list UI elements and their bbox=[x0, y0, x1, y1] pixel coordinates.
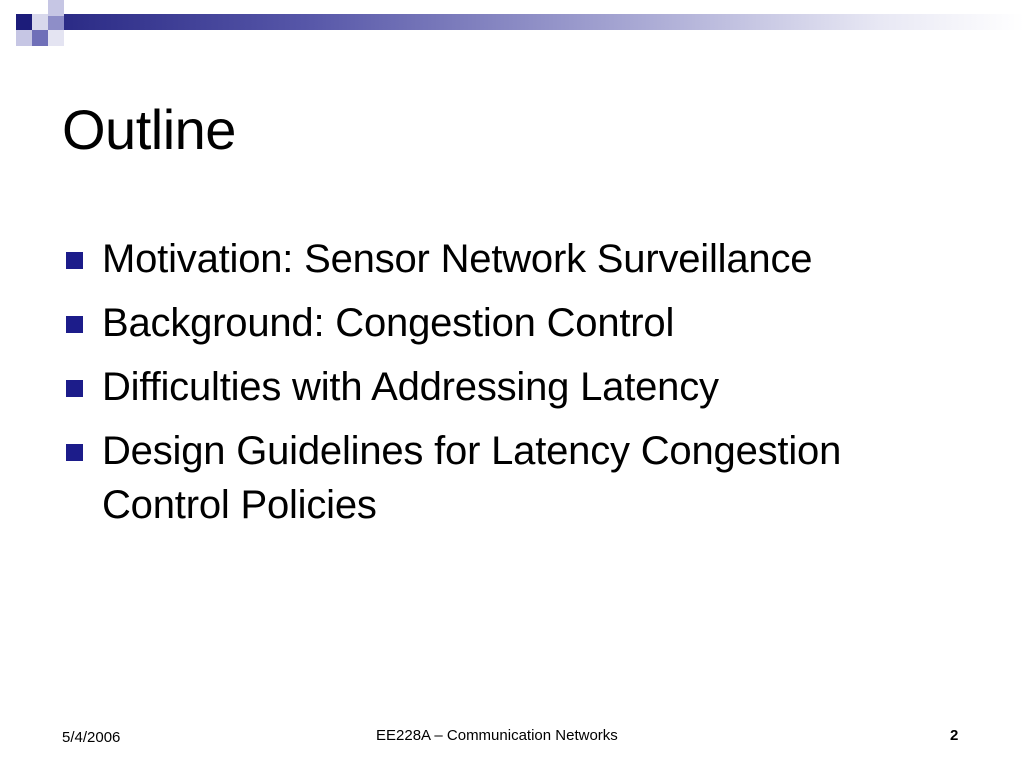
bullet-text: Design Guidelines for Latency Congestion Control Policies bbox=[102, 429, 842, 527]
footer-course-title: EE228A – Communication Networks bbox=[376, 727, 618, 744]
bullet-list bbox=[64, 232, 964, 542]
footer-date: 5/4/2006 bbox=[62, 729, 121, 746]
bullet-item bbox=[64, 296, 964, 350]
header-decoration bbox=[0, 0, 1024, 46]
decor-square bbox=[48, 30, 64, 46]
bullet-item bbox=[64, 232, 964, 286]
square-bullet-icon bbox=[66, 252, 83, 269]
bullet-text: Motivation: Sensor Network Surveillance bbox=[102, 237, 813, 281]
decor-square bbox=[16, 14, 32, 30]
bullet-text: Background: Congestion Control bbox=[102, 301, 675, 345]
page-number: 2 bbox=[950, 727, 959, 744]
bullet-text: Difficulties with Addressing Latency bbox=[102, 365, 719, 409]
bullet-item bbox=[64, 424, 964, 532]
square-bullet-icon bbox=[66, 444, 83, 461]
bullet-item bbox=[64, 360, 964, 414]
slide-title: Outline bbox=[62, 98, 236, 161]
decor-square bbox=[32, 14, 48, 30]
decor-square bbox=[48, 14, 64, 30]
square-bullet-icon bbox=[66, 380, 83, 397]
header-gradient-bar bbox=[64, 14, 1024, 30]
square-bullet-icon bbox=[66, 316, 83, 333]
decor-square bbox=[48, 0, 64, 16]
decor-square bbox=[16, 30, 32, 46]
decor-square bbox=[32, 30, 48, 46]
